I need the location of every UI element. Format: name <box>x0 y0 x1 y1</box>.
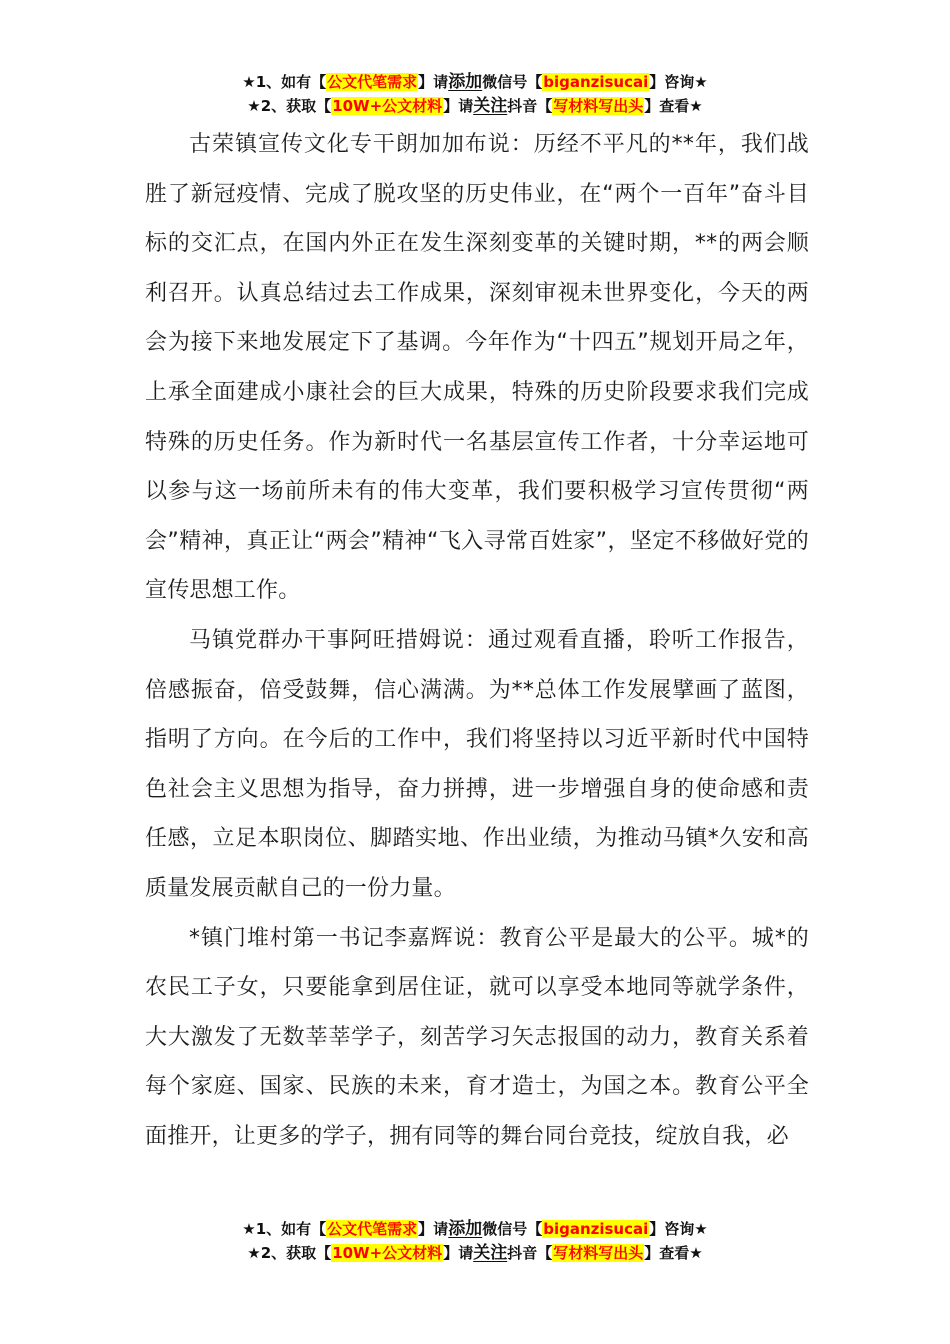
footer-banner-line-2 <box>0 1241 950 1265</box>
header-line2-highlight-materials: 10W+公文材料 <box>332 97 443 115</box>
header-line1-middle2: 微信号【 <box>482 73 543 91</box>
header-line1-emphasis: 添加 <box>448 72 483 92</box>
header-line1-suffix: 】咨询★ <box>649 73 708 91</box>
paragraph-propaganda-officer: 古荣镇宣传文化专干朗加加布说：历经不平凡的**年，我们战胜了新冠疫情、完成了脱攻坚的历史伟业，在“两个一百年”奋斗目标的交汇点，在国内外正在发生深刻变革的关键时期，**的两会顺利召开。认真总结过去工作成果，深刻审视未世界变化，今天的两会为接下来地发展定下了基调。今年作为“十四五”规划开局之年，上承全面建成小康社会的巨大成果，特殊的历史阶段要求我们完成特殊的历史任务。作为新时代一名基层宣传工作者，十分幸运地可以参与这一场前所未有的伟大变革，我们要积极学习宣传贯彻“两会”精神，真正让“两会”精神“飞入寻常百姓家”，坚定不移做好党的宣传思想工作。 <box>145 132 809 604</box>
footer-line1-middle1: 】请 <box>418 1220 449 1238</box>
footer-line1-highlight-wechat-id: biganzisucai <box>543 1220 649 1238</box>
footer-line2-prefix: ★2、获取【 <box>247 1244 332 1262</box>
footer-line1-middle2: 微信号【 <box>482 1220 543 1238</box>
footer-line2-highlight-materials: 10W+公文材料 <box>332 1244 443 1262</box>
footer-line1-suffix: 】咨询★ <box>649 1220 708 1238</box>
header-line2-prefix: ★2、获取【 <box>247 97 332 115</box>
header-line2-middle1: 】请 <box>443 97 474 115</box>
footer-line1-prefix: ★1、如有【 <box>242 1220 327 1238</box>
footer-line1-highlight-service: 公文代笔需求 <box>327 1220 418 1238</box>
header-banner <box>0 70 950 118</box>
footer-line2-emphasis: 关注 <box>473 1243 508 1263</box>
header-banner-line-2 <box>0 94 950 118</box>
header-line1-prefix: ★1、如有【 <box>242 73 327 91</box>
header-line1-middle1: 】请 <box>418 73 449 91</box>
footer-line2-middle1: 】请 <box>443 1244 474 1262</box>
footer-line2-suffix: 】查看★ <box>644 1244 703 1262</box>
footer-line2-highlight-douyin-id: 写材料写出头 <box>553 1244 644 1262</box>
footer-banner <box>0 1217 950 1265</box>
footer-banner-line-1 <box>0 1217 950 1241</box>
header-line2-emphasis: 关注 <box>473 96 508 116</box>
header-line1-highlight-service: 公文代笔需求 <box>327 73 418 91</box>
paragraph-village-secretary: *镇门堆村第一书记李嘉辉说：教育公平是最大的公平。城*的农民工子女，只要能拿到居住证，就可以享受本地同等就学条件，大大激发了无数莘莘学子，刻苦学习矢志报国的动力，教育关系着每个家庭、国家、民族的未来，育才造士，为国之本。教育公平全面推开，让更多的学子，拥有同等的舞台同台竞技，绽放自我，必 <box>145 925 809 1149</box>
header-line2-suffix: 】查看★ <box>644 97 703 115</box>
paragraph-party-office-clerk: 马镇党群办干事阿旺措姆说：通过观看直播，聆听工作报告，倍感振奋，倍受鼓舞，信心满满。为**总体工作发展擘画了蓝图，指明了方向。在今后的工作中，我们将坚持以习近平新时代中国特色社会主义思想为指导，奋力拼搏，进一步增强自身的使命感和责任感，立足本职岗位、脚踏实地、作出业绩，为推动马镇*久安和高质量发展贡献自己的一份力量。 <box>145 627 809 901</box>
footer-line1-emphasis: 添加 <box>448 1219 483 1239</box>
header-banner-line-1 <box>0 70 950 94</box>
document-body <box>145 120 809 1161</box>
header-line2-highlight-douyin-id: 写材料写出头 <box>553 97 644 115</box>
footer-line2-middle2: 抖音【 <box>507 1244 553 1262</box>
header-line2-middle2: 抖音【 <box>507 97 553 115</box>
header-line1-highlight-wechat-id: biganzisucai <box>543 73 649 91</box>
